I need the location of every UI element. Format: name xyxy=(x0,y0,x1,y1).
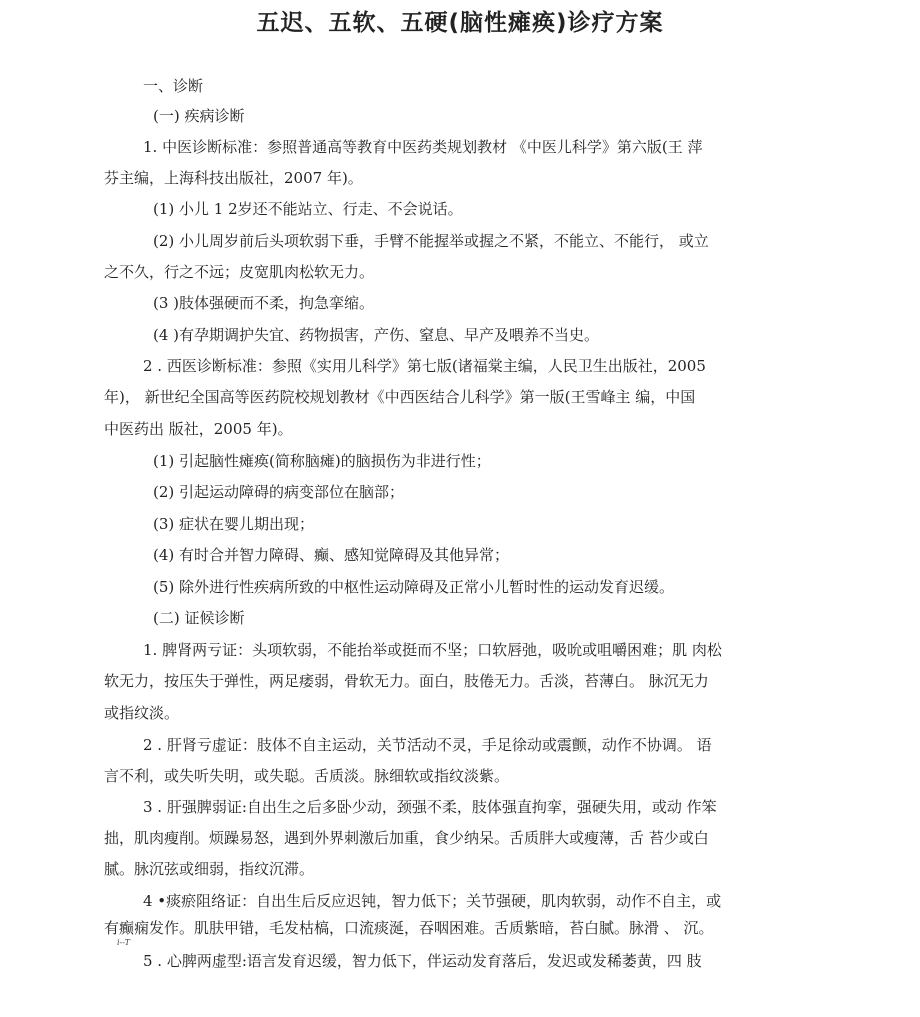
list-item: (2) 引起运动障碍的病变部位在脑部； xyxy=(153,483,405,501)
paragraph-line: 或指纹淡。 xyxy=(104,704,180,722)
paragraph-line: 芬主编，上海科技出版社，2007 年)。 xyxy=(104,169,363,187)
paragraph-line: 3 . 肝强脾弱证:自出生之后多卧少动，颈强不柔，肢体强直拘挛，强硬失用，或动 作笨 xyxy=(143,798,717,816)
paragraph-line: 2 . 西医诊断标准：参照《实用儿科学》第七版(诸福棠主编，人民卫生出版社，2005 xyxy=(143,357,706,375)
page-title: 五迟、五软、五硬(脑性瘫痪)诊疗方案 xyxy=(256,10,664,36)
list-item: (3 )肢体强硬而不柔，拘急挛缩。 xyxy=(153,294,375,312)
list-item: (5) 除外进行性疾病所致的中枢性运动障碍及正常小儿暂时性的运动发育迟缓。 xyxy=(153,578,675,596)
paragraph-line: 言不利，或失听失明，或失聪。舌质淡。脉细软或指纹淡紫。 xyxy=(104,767,510,785)
paragraph-line: 有癫痫发作。肌肤甲错，毛发枯槁，口流痰涎，吞咽困难。舌质紫暗，苔白腻。脉滑 、 沉。 xyxy=(104,919,714,937)
paragraph-line: 年)， 新世纪全国高等医药院校规划教材《中西医结合儿科学》第一版(王雪峰主 编，中国 xyxy=(104,388,696,406)
paragraph-line: 1. 中医诊断标准：参照普通高等教育中医药类规划教材 《中医儿科学》第六版(王 萍 xyxy=(143,138,703,156)
paragraph-line: 1. 脾肾两亏证：头项软弱，不能抬举或挺而不坚；口软唇弛，吸吮或咀嚼困难；肌 肉松 xyxy=(143,641,722,659)
list-item: (3) 症状在婴儿期出现； xyxy=(153,515,315,533)
list-item: (1) 小儿 1 2岁还不能站立、行走、不会说话。 xyxy=(153,200,463,218)
paragraph-line: 软无力，按压失于弹性，两足痿弱，骨软无力。面白，肢倦无力。舌淡，苔薄白。 脉沉无力 xyxy=(104,672,709,690)
list-item: (4) 有时合并智力障碍、癫、感知觉障碍及其他异常； xyxy=(153,546,510,564)
paragraph-line: 拙，肌肉瘦削。烦躁易怒，遇到外界刺激后加重，食少纳呆。舌质胖大或瘦薄，舌 苔少或白 xyxy=(104,829,709,847)
paragraph-line: 中医药出 版社，2005 年)。 xyxy=(104,420,293,438)
paragraph-line: 之不久，行之不远；皮宽肌肉松软无力。 xyxy=(104,263,375,281)
subsection-heading: (二) 证候诊断 xyxy=(153,609,245,627)
paragraph-line: 4 •痰瘀阻络证：自出生后反应迟钝，智力低下；关节强硬，肌肉软弱，动作不自主，或 xyxy=(143,892,722,910)
paragraph-line: 腻。脉沉弦或细弱，指纹沉滞。 xyxy=(104,860,315,878)
list-item: (1) 引起脑性瘫痪(简称脑瘫)的脑损伤为非进行性； xyxy=(153,452,491,470)
scan-mark: i--T xyxy=(117,938,131,947)
paragraph-line: 5 . 心脾两虚型:语言发育迟缓，智力低下，伴运动发育落后，发迟或发稀萎黄，四 肢 xyxy=(143,952,702,970)
section-heading: 一、诊断 xyxy=(143,77,204,95)
list-item: (4 )有孕期调护失宜、药物损害，产伤、窒息、早产及喂养不当史。 xyxy=(153,326,600,344)
list-item: (2) 小儿周岁前后头项软弱下垂，手臂不能握举或握之不紧，不能立、不能行， 或立 xyxy=(153,232,709,250)
paragraph-line: 2 . 肝肾亏虚证：肢体不自主运动，关节活动不灵，手足徐动或震颤，动作不协调。 语 xyxy=(143,736,712,754)
subsection-heading: (一) 疾病诊断 xyxy=(153,107,245,125)
